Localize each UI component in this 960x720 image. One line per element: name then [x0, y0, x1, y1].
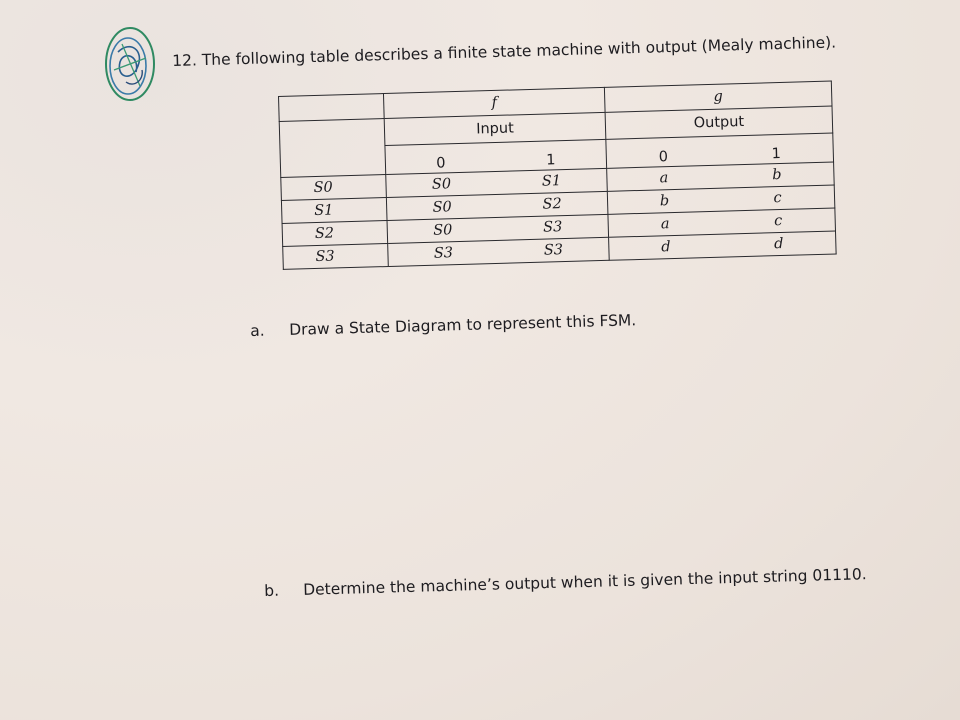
state-cell: S0 [281, 175, 387, 201]
state-cell: S1 [281, 198, 387, 224]
output-1: b [772, 166, 782, 183]
next-state-1: S3 [542, 218, 563, 236]
next-state-0: S0 [432, 221, 453, 239]
next-state-1: S3 [543, 241, 564, 259]
state-cell: S3 [283, 243, 389, 269]
output-0: a [659, 169, 669, 187]
input-col-0: 0 [436, 154, 446, 172]
g-header: g [604, 81, 832, 112]
part-b-label: b. [264, 581, 280, 600]
part-b-text: Determine the machine’s output when it is given the input string 01110. [302, 565, 867, 599]
output-0: a [660, 215, 670, 233]
output-1: d [773, 235, 784, 252]
next-state-1: S1 [541, 172, 562, 190]
state-header-cell [279, 119, 386, 178]
output-cell [609, 231, 837, 260]
next-state-cell [388, 237, 610, 266]
fsm-table [278, 81, 837, 270]
corner-cell [279, 94, 385, 122]
output-header: Output [605, 106, 833, 139]
output-1: c [773, 189, 782, 206]
next-state-0: S0 [432, 198, 452, 216]
output-1: c [773, 212, 783, 229]
next-state-0: S3 [433, 244, 454, 262]
output-col-1: 1 [771, 145, 782, 162]
input-header: Input [384, 112, 606, 145]
part-a [250, 311, 636, 340]
question-text: The following table describes a finite state machine with output (Mealy machine). [201, 33, 837, 70]
f-header: f [383, 87, 605, 118]
state-cell: S2 [282, 221, 388, 247]
question-number: 12. [172, 51, 198, 70]
input-col-1: 1 [546, 151, 556, 169]
output-0: d [660, 238, 671, 256]
question-line [172, 32, 872, 70]
part-a-label: a. [250, 321, 265, 340]
scribble-drawing [100, 22, 160, 106]
part-a-text: Draw a State Diagram to represent this FSM. [288, 311, 637, 339]
next-state-1: S2 [542, 195, 562, 213]
next-state-0: S0 [431, 175, 452, 193]
output-0: b [659, 192, 670, 210]
output-col-0: 0 [658, 148, 669, 165]
part-b [264, 565, 867, 600]
